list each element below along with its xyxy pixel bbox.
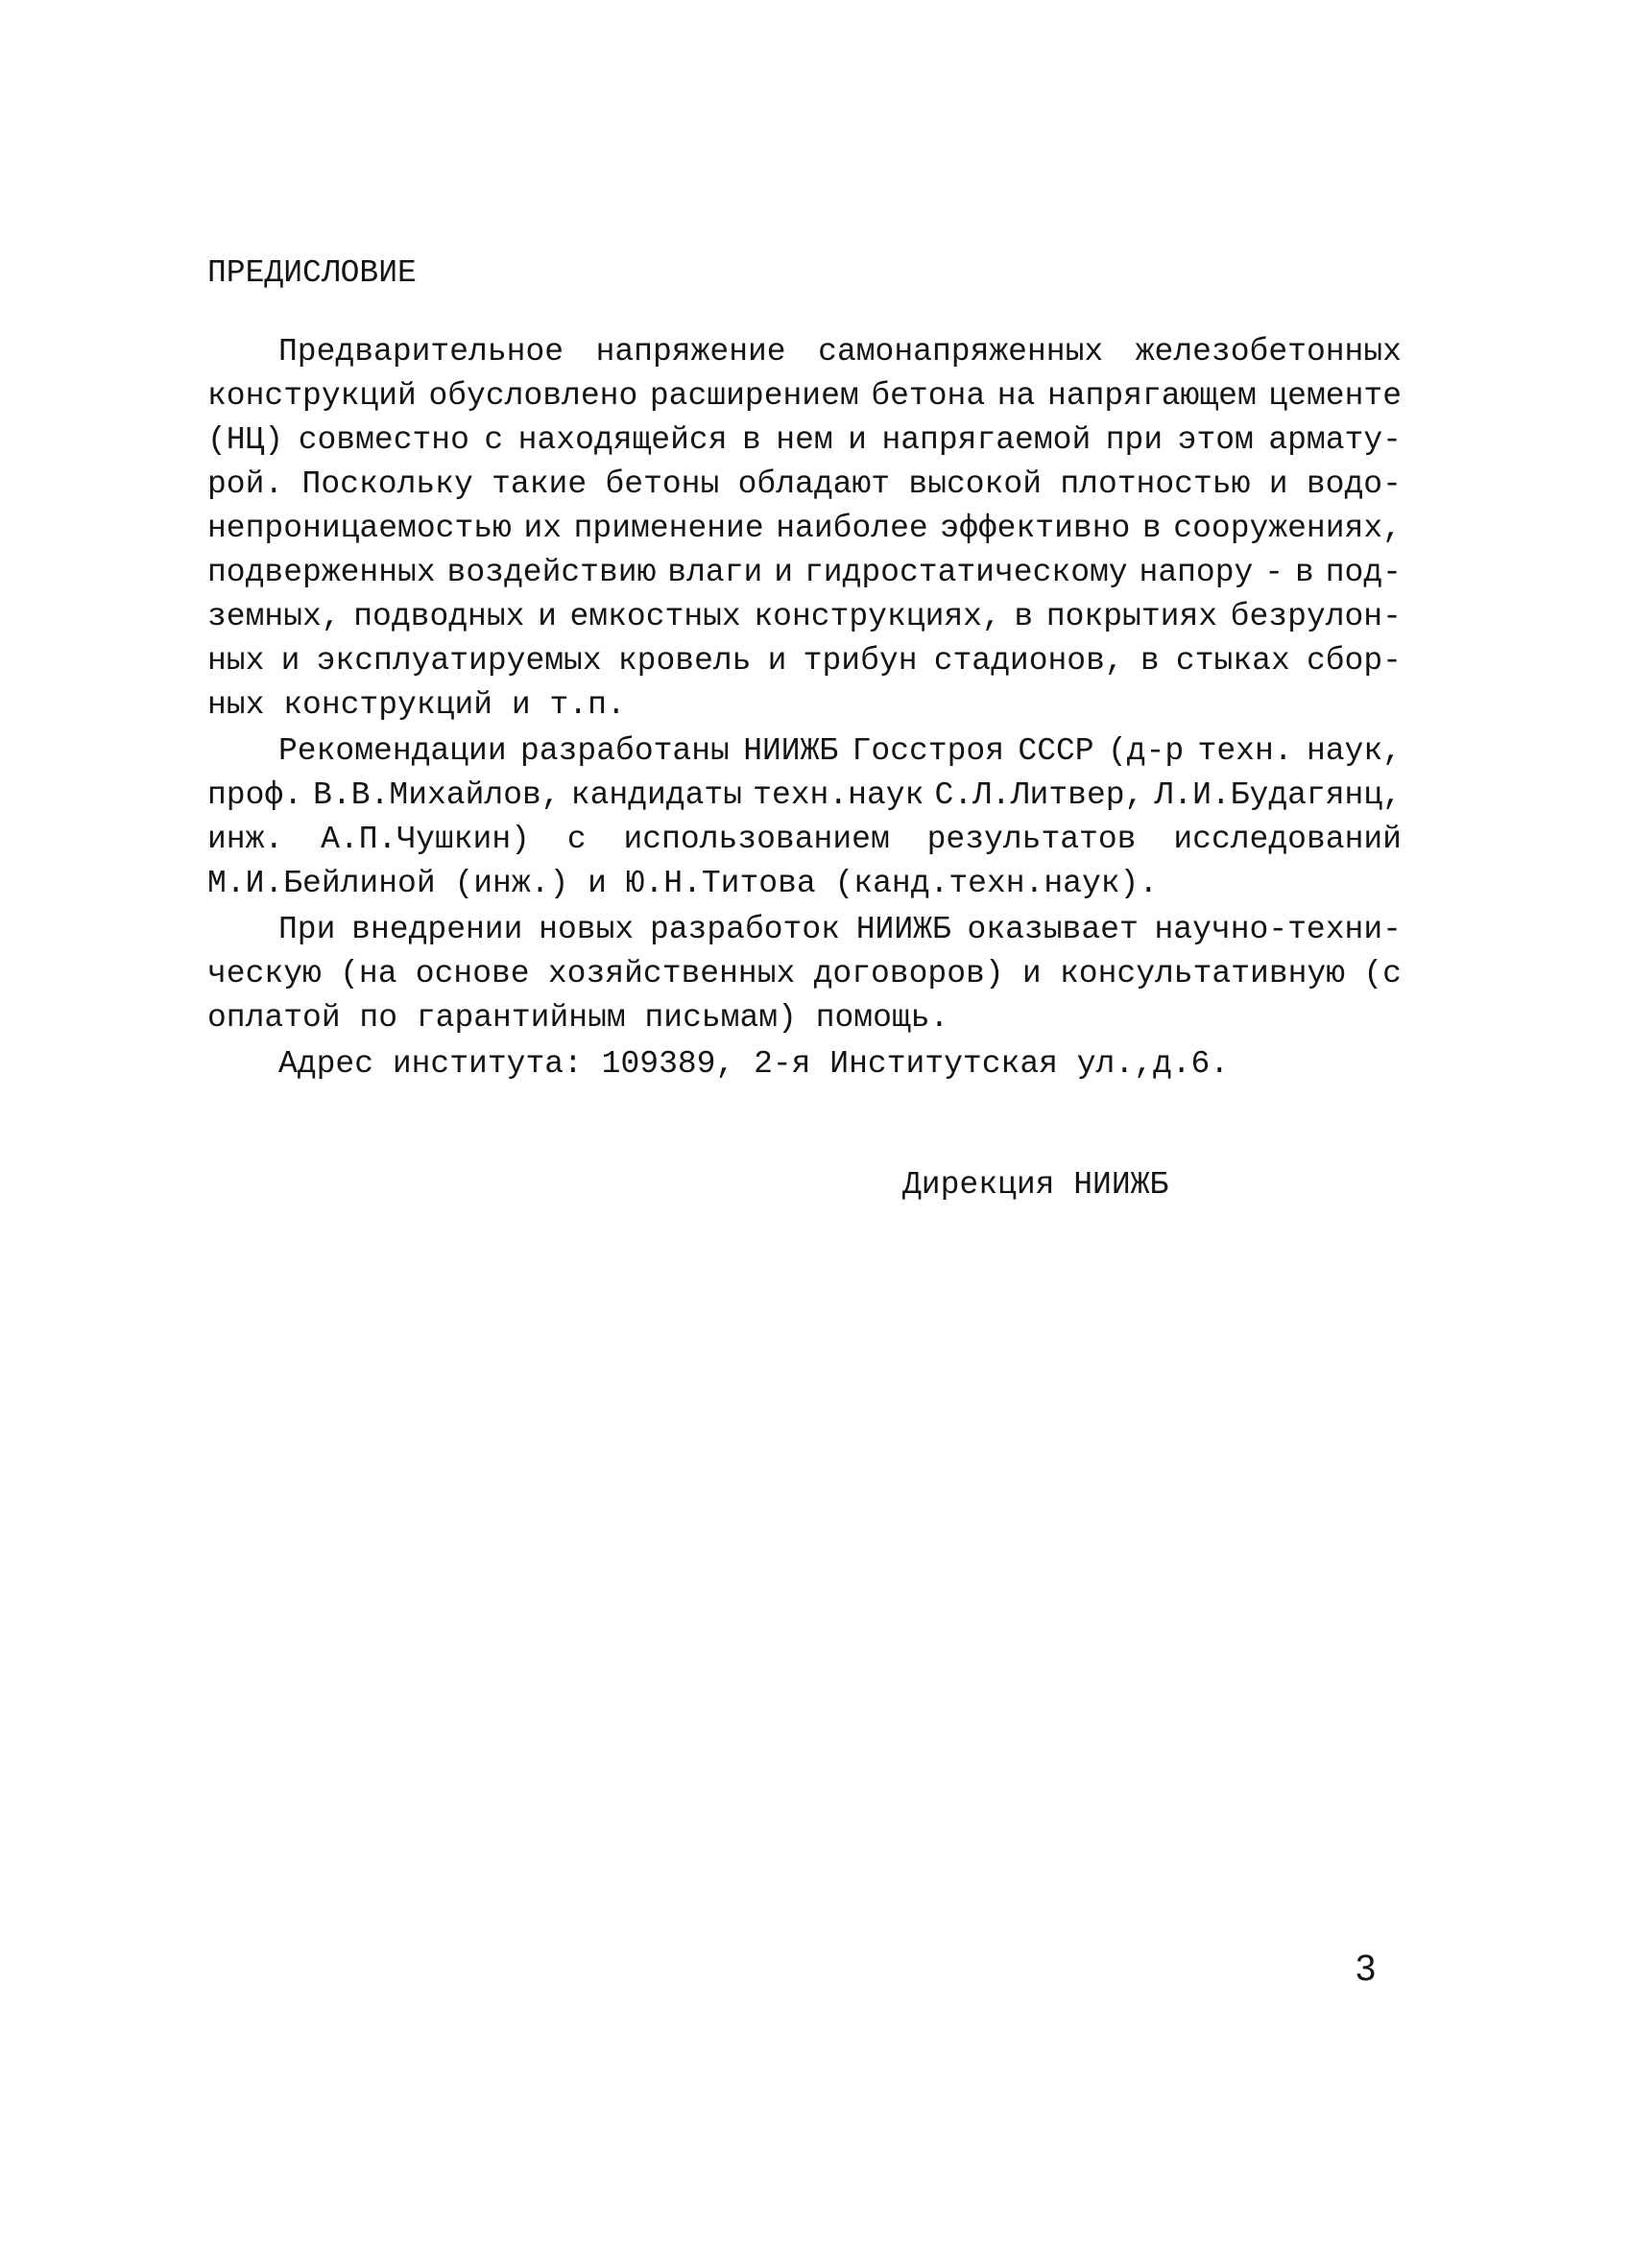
text-line: оплатой по гарантийным письмам) помощь. [207, 1000, 949, 1036]
word: эффективно [940, 511, 1131, 546]
word: При [278, 912, 336, 947]
word: СССР [1018, 733, 1094, 769]
word: конструкциях, [754, 599, 1001, 634]
word: бетона [871, 378, 986, 414]
text-line [207, 643, 1402, 679]
word: (д-р [1107, 733, 1185, 769]
word: (с [1363, 956, 1402, 991]
word: с [566, 822, 587, 857]
word: емкостных [569, 599, 741, 634]
word: в [741, 422, 761, 458]
word: земных, [207, 599, 341, 634]
signature: Дирекция НИИЖБ [902, 1167, 1169, 1203]
text-line [278, 733, 1402, 769]
text-line: ных конструкций и т.п. [207, 687, 626, 723]
word: напряжение [595, 334, 786, 370]
word: результатов [926, 822, 1137, 857]
word: такие [492, 466, 588, 502]
text-line [207, 956, 1402, 991]
word: и [538, 599, 557, 634]
text-line [207, 822, 1402, 857]
word: наиболее [776, 511, 928, 546]
word: Предварительное [278, 334, 564, 370]
text-line [207, 599, 1402, 634]
word: покрытиях [1045, 599, 1218, 634]
word: НИИЖБ [855, 912, 951, 947]
word: водо- [1306, 466, 1402, 502]
word: воздействию [446, 555, 657, 590]
word: эксплуатируемых [316, 643, 602, 679]
text-line [207, 511, 1402, 546]
word: нем [776, 422, 833, 458]
word: высокой [908, 466, 1043, 502]
word: подверженных [207, 555, 436, 590]
word: стадионов, [933, 643, 1124, 679]
word: А.П.Чушкин) [321, 822, 530, 857]
word: цементе [1268, 378, 1402, 414]
word: и [767, 643, 787, 679]
word: (НЦ) [207, 422, 284, 458]
word: - [1264, 555, 1284, 590]
text-line [207, 777, 1402, 813]
word: Л.И.Будагянц, [1154, 777, 1402, 813]
word: внедрении [351, 912, 523, 947]
word: напрягающем [1046, 378, 1257, 414]
word: основе [415, 956, 530, 991]
text-line [207, 378, 1402, 414]
word: обусловлено [428, 378, 638, 414]
word: Госстроя [852, 733, 1005, 769]
word: расширением [649, 378, 859, 414]
page-heading: ПРЕДИСЛОВИЕ [207, 255, 417, 291]
word: безрулон- [1230, 599, 1402, 634]
word: влаги [667, 555, 763, 590]
word: трибун [803, 643, 918, 679]
word: консультативную [1059, 956, 1346, 991]
word: исследований [1173, 822, 1402, 857]
word: под- [1325, 555, 1402, 590]
word: обладают [737, 466, 891, 502]
word: и [774, 555, 794, 590]
word: НИИЖБ [743, 733, 839, 769]
word: и [1268, 466, 1288, 502]
text-line [278, 912, 1402, 947]
word: в [1141, 511, 1162, 546]
word: напору [1139, 555, 1254, 590]
word: С.Л.Литвер, [934, 777, 1144, 813]
word: новых [539, 912, 635, 947]
word: самонапряженных [818, 334, 1104, 370]
text-line: Адрес института: 109389, 2-я Институтская ул.,д.6. [278, 1046, 1230, 1082]
word: при [1105, 422, 1164, 458]
word: с [484, 422, 504, 458]
word: и [848, 422, 867, 458]
word: хозяйственных [547, 956, 796, 991]
word: железобетонных [1135, 334, 1402, 370]
word: разработаны [520, 733, 730, 769]
word: ческую [207, 956, 322, 991]
word: В.В.Михайлов, [313, 777, 561, 813]
text-line: М.И.Бейлиной (инж.) и Ю.Н.Титова (канд.техн.наук). [207, 866, 1159, 901]
text-line [278, 334, 1402, 370]
word: совместно [298, 422, 469, 458]
word: применение [573, 511, 764, 546]
word: в [1140, 643, 1160, 679]
word: Рекомендации [278, 733, 507, 769]
word: этом [1177, 422, 1254, 458]
word: разработок [649, 912, 840, 947]
word: использованием [623, 822, 890, 857]
word: инж. [207, 822, 284, 857]
word: (на [340, 956, 397, 991]
text-line [207, 422, 1402, 458]
word: стыках [1175, 643, 1290, 679]
word: договоров) [813, 956, 1004, 991]
word: кровель [617, 643, 752, 679]
word: Поскольку [301, 466, 473, 502]
word: научно-техни- [1154, 912, 1402, 947]
word: гидростатическому [804, 555, 1128, 590]
word: техн. [1197, 733, 1293, 769]
text-line [207, 555, 1402, 590]
word: оказывает [967, 912, 1139, 947]
word: наук, [1306, 733, 1402, 769]
word: техн.наук [753, 777, 924, 813]
word: сбор- [1306, 643, 1402, 679]
word: напрягаемой [881, 422, 1092, 458]
word: и [1021, 956, 1042, 991]
word: ных [207, 643, 265, 679]
word: кандидаты [570, 777, 742, 813]
word: в [1014, 599, 1034, 634]
word: армату- [1268, 422, 1402, 458]
word: сооружениях, [1173, 511, 1402, 546]
word: рой. [207, 466, 284, 502]
word: конструкций [207, 378, 417, 414]
page-number: 3 [1356, 1948, 1377, 1989]
word: непроницаемостью [207, 511, 512, 546]
text-line [207, 466, 1402, 502]
word: бетоны [605, 466, 720, 502]
word: плотностью [1060, 466, 1251, 502]
word: проф. [207, 777, 303, 813]
word: находящейся [517, 422, 728, 458]
word: и [280, 643, 300, 679]
word: в [1294, 555, 1314, 590]
word: подводных [353, 599, 525, 634]
word: их [523, 511, 563, 546]
word: на [996, 378, 1036, 414]
